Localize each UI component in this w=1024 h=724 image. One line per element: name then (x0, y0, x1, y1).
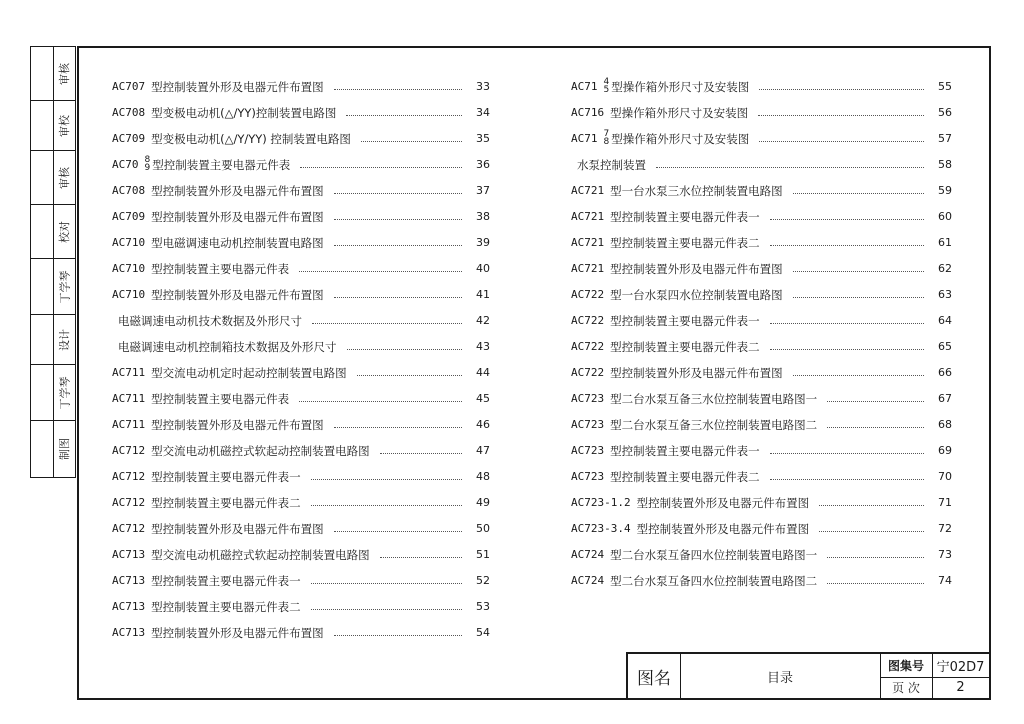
toc-entry-page: 61 (938, 236, 952, 249)
signoff-cell (31, 205, 75, 259)
toc-entry-code: AC711 (112, 418, 146, 431)
toc-entry (571, 102, 952, 120)
fraction-bottom: 8 (603, 137, 610, 147)
toc-entry (112, 362, 490, 380)
signoff-label: 丁学琴 (58, 376, 71, 409)
signoff-cell (31, 101, 75, 151)
toc-entry-code-fraction (145, 156, 151, 172)
toc-entry (112, 102, 490, 120)
toc-leader-dots (300, 167, 462, 168)
toc-entry-title: 型控制装置主要电器元件表二 (610, 236, 760, 250)
toc-entry-title: 型控制装置主要电器元件表一 (610, 314, 760, 328)
toc-entry-title: 型控制装置主要电器元件表 (151, 262, 290, 276)
toc-entry-title: 电磁调速电动机控制箱技术数据及外形尺寸 (118, 340, 337, 354)
toc-entry (571, 570, 952, 588)
toc-entry-code: AC707 (112, 80, 146, 93)
toc-leader-dots (334, 219, 462, 220)
toc-entry-page: 52 (476, 574, 490, 587)
toc-entry-title: 型控制装置外形及电器元件布置图 (151, 626, 324, 640)
toc-entry-page: 65 (938, 340, 952, 353)
toc-entry (112, 180, 490, 198)
toc-entry-page: 43 (476, 340, 490, 353)
toc-entry-title: 型控制装置外形及电器元件布置图 (151, 522, 324, 536)
toc-entry-page: 71 (938, 496, 952, 509)
toc-entry (112, 622, 490, 640)
toc-entry-title: 型控制装置外形及电器元件布置图 (151, 80, 324, 94)
toc-entry-code: AC709 (112, 210, 146, 223)
toc-leader-dots (656, 167, 924, 168)
signoff-label: 校对 (58, 220, 71, 243)
toc-entry-title: 型控制装置外形及电器元件布置图 (151, 288, 324, 302)
toc-entry (571, 310, 952, 328)
toc-entry-page: 50 (476, 522, 490, 535)
toc-entry (571, 518, 952, 536)
toc-left-column (112, 76, 490, 662)
page-number-value: 2 (956, 680, 965, 695)
toc-leader-dots (770, 349, 924, 350)
toc-entry-code: AC70 (112, 158, 139, 171)
toc-entry-page: 38 (476, 210, 490, 223)
toc-entry-title: 型电磁调速电动机控制装置电路图 (151, 236, 324, 250)
signoff-strip (30, 46, 76, 478)
toc-leader-dots (334, 635, 462, 636)
toc-entry-page: 35 (476, 132, 490, 145)
toc-entry-title: 型二台水泵互备四水位控制装置电路图二 (610, 574, 818, 588)
toc-entry-title: 型操作箱外形尺寸及安装图 (611, 132, 750, 146)
toc-entry (112, 258, 490, 276)
toc-leader-dots (819, 531, 924, 532)
toc-entry-page: 66 (938, 366, 952, 379)
toc-entry-code: AC710 (112, 288, 146, 301)
toc-entry (112, 232, 490, 250)
toc-entry (112, 518, 490, 536)
toc-entry-title: 型控制装置主要电器元件表一 (610, 210, 760, 224)
toc-entry-title: 型二台水泵互备三水位控制装置电路图二 (610, 418, 818, 432)
toc-leader-dots (361, 141, 462, 142)
toc-entry-page: 60 (938, 210, 952, 223)
toc-entry (571, 180, 952, 198)
toc-leader-dots (334, 427, 462, 428)
toc-entry-page: 45 (476, 392, 490, 405)
toc-entry (112, 466, 490, 484)
drawing-name-value: 目录 (766, 670, 793, 686)
signoff-label: 丁学琴 (58, 270, 71, 303)
toc-entry (571, 206, 952, 224)
toc-entry-page: 48 (476, 470, 490, 483)
toc-leader-dots (334, 245, 462, 246)
toc-entry-code: AC723-1.2 (571, 496, 631, 509)
toc-leader-dots (819, 505, 924, 506)
toc-entry-title: 水泵控制装置 (577, 158, 646, 172)
toc-entry (112, 336, 490, 354)
toc-entry-code: AC721 (571, 210, 605, 223)
toc-entry-title: 型一台水泵三水位控制装置电路图 (610, 184, 783, 198)
fraction-bottom: 5 (603, 85, 610, 95)
toc-entry-code: AC722 (571, 340, 605, 353)
signoff-cell (31, 315, 75, 365)
toc-entry-page: 55 (938, 80, 952, 93)
toc-leader-dots (380, 557, 462, 558)
toc-entry-title: 型控制装置外形及电器元件布置图 (151, 418, 324, 432)
toc-entry-code: AC723-3.4 (571, 522, 631, 535)
toc-entry-title: 型控制装置外形及电器元件布置图 (636, 522, 810, 536)
toc-leader-dots (311, 583, 462, 584)
toc-leader-dots (827, 401, 924, 402)
toc-entry-title: 电磁调速电动机技术数据及外形尺寸 (118, 314, 302, 328)
toc-entry (571, 232, 952, 250)
toc-entry-code: AC71 (571, 80, 598, 93)
toc-entry-page: 56 (938, 106, 952, 119)
toc-entry-code: AC708 (112, 106, 146, 119)
toc-right-column (571, 76, 952, 610)
toc-entry (112, 206, 490, 224)
toc-entry (571, 492, 952, 510)
toc-entry-page: 53 (476, 600, 490, 613)
toc-entry-page: 70 (938, 470, 952, 483)
toc-entry-page: 47 (476, 444, 490, 457)
toc-entry-page: 51 (476, 548, 490, 561)
toc-entry-title: 型控制装置主要电器元件表 (152, 158, 291, 172)
toc-leader-dots (334, 531, 462, 532)
toc-entry-title: 型交流电动机定时起动控制装置电路图 (151, 366, 347, 380)
title-block (626, 652, 989, 698)
toc-entry-code: AC71 (571, 132, 598, 145)
toc-leader-dots (793, 297, 924, 298)
signoff-label: 审核 (58, 62, 71, 85)
toc-entry (571, 258, 952, 276)
toc-entry-page: 69 (938, 444, 952, 457)
toc-leader-dots (827, 427, 924, 428)
toc-entry-page: 58 (938, 158, 952, 171)
toc-entry (571, 466, 952, 484)
signoff-label: 设计 (58, 328, 71, 351)
toc-entry-code: AC721 (571, 184, 605, 197)
signoff-cell (31, 151, 75, 205)
toc-entry-code: AC723 (571, 418, 605, 431)
toc-entry-code: AC712 (112, 522, 146, 535)
toc-entry-title: 型控制装置主要电器元件表二 (151, 600, 301, 614)
atlas-number-label: 图集号 (887, 659, 924, 673)
toc-leader-dots (827, 583, 924, 584)
toc-entry-page: 44 (476, 366, 490, 379)
toc-entry-page: 64 (938, 314, 952, 327)
toc-leader-dots (334, 89, 462, 90)
toc-entry-page: 72 (938, 522, 952, 535)
toc-entry-title: 型二台水泵互备四水位控制装置电路图一 (610, 548, 818, 562)
toc-entry-page: 62 (938, 262, 952, 275)
toc-entry-code: AC721 (571, 236, 605, 249)
toc-leader-dots (770, 479, 924, 480)
toc-leader-dots (347, 349, 463, 350)
toc-leader-dots (793, 271, 924, 272)
toc-entry-title: 型控制装置外形及电器元件布置图 (151, 184, 324, 198)
toc-entry-page: 59 (938, 184, 952, 197)
toc-entry-page: 40 (476, 262, 490, 275)
toc-entry-page: 54 (476, 626, 490, 639)
signoff-label: 制图 (58, 438, 71, 460)
toc-entry-page: 67 (938, 392, 952, 405)
toc-entry-title: 型控制装置外形及电器元件布置图 (636, 496, 810, 510)
toc-leader-dots (311, 479, 462, 480)
toc-entry (112, 414, 490, 432)
toc-entry-page: 39 (476, 236, 490, 249)
toc-entry-code: AC724 (571, 574, 605, 587)
toc-leader-dots (770, 453, 924, 454)
toc-leader-dots (758, 115, 924, 116)
drawing-name-label: 图名 (637, 668, 671, 689)
toc-leader-dots (334, 297, 462, 298)
toc-entry-code: AC711 (112, 366, 146, 379)
toc-leader-dots (380, 453, 462, 454)
toc-entry-code: AC722 (571, 288, 605, 301)
toc-entry-title: 型控制装置主要电器元件表二 (151, 496, 301, 510)
toc-entry-code: AC722 (571, 366, 605, 379)
toc-entry-title: 型控制装置外形及电器元件布置图 (151, 210, 324, 224)
toc-leader-dots (759, 141, 924, 142)
toc-entry (571, 76, 952, 94)
toc-entry-code: AC712 (112, 444, 146, 457)
toc-entry-code: AC716 (571, 106, 605, 119)
toc-entry-title: 型控制装置外形及电器元件布置图 (610, 262, 783, 276)
toc-entry-code: AC724 (571, 548, 605, 561)
toc-entry-title: 型二台水泵互备三水位控制装置电路图一 (610, 392, 818, 406)
signoff-label: 审核 (58, 166, 71, 189)
toc-entry-code: AC710 (112, 262, 146, 275)
toc-entry-page: 63 (938, 288, 952, 301)
toc-entry-code: AC711 (112, 392, 146, 405)
toc-entry (571, 544, 952, 562)
toc-entry (112, 76, 490, 94)
toc-entry-page: 74 (938, 574, 952, 587)
toc-entry-title: 型交流电动机磁控式软起动控制装置电路图 (151, 548, 370, 562)
toc-entry-code: AC723 (571, 444, 605, 457)
toc-entry-code: AC709 (112, 132, 146, 145)
toc-entry-page: 42 (476, 314, 490, 327)
toc-entry (571, 440, 952, 458)
toc-entry-title: 型变极电动机(△/Y/YY) 控制装置电路图 (151, 132, 351, 146)
toc-leader-dots (770, 323, 924, 324)
fraction-top: 7 (603, 129, 610, 139)
toc-entry-page: 36 (476, 158, 490, 171)
toc-entry-title: 型变极电动机(△/YY)控制装置电路图 (151, 106, 337, 120)
toc-leader-dots (312, 323, 462, 324)
toc-leader-dots (793, 375, 924, 376)
toc-entry-title: 型操作箱外形尺寸及安装图 (610, 106, 749, 120)
toc-leader-dots (311, 609, 462, 610)
toc-entry-title: 型控制装置主要电器元件表一 (151, 470, 301, 484)
toc-entry-code-fraction (604, 78, 610, 94)
toc-entry-code: AC712 (112, 496, 146, 509)
toc-leader-dots (770, 219, 924, 220)
toc-entry-title: 型控制装置主要电器元件表 (151, 392, 290, 406)
toc-entry-title: 型控制装置主要电器元件表二 (610, 340, 760, 354)
toc-entry-page: 49 (476, 496, 490, 509)
toc-entry-page: 46 (476, 418, 490, 431)
toc-entry-code: AC713 (112, 548, 146, 561)
toc-entry-page: 73 (938, 548, 952, 561)
toc-leader-dots (334, 193, 462, 194)
toc-entry (571, 414, 952, 432)
toc-entry (112, 310, 490, 328)
toc-entry-code: AC713 (112, 600, 146, 613)
toc-entry-title: 型控制装置主要电器元件表一 (151, 574, 301, 588)
toc-entry (112, 570, 490, 588)
page-number-label: 页 次 (892, 681, 920, 695)
toc-entry (112, 154, 490, 172)
toc-entry-page: 41 (476, 288, 490, 301)
toc-entry-code: AC708 (112, 184, 146, 197)
toc-entry (571, 388, 952, 406)
toc-entry-code: AC710 (112, 236, 146, 249)
toc-entry-title: 型一台水泵四水位控制装置电路图 (610, 288, 783, 302)
toc-entry (112, 596, 490, 614)
atlas-number-value: 宁02D7 (936, 660, 985, 675)
toc-entry-code: AC713 (112, 574, 146, 587)
toc-entry-code: AC722 (571, 314, 605, 327)
toc-leader-dots (827, 557, 924, 558)
signoff-cell (31, 421, 75, 477)
toc-entry-code: AC723 (571, 470, 605, 483)
signoff-label: 审校 (58, 114, 71, 137)
toc-entry (112, 388, 490, 406)
toc-leader-dots (299, 271, 462, 272)
signoff-cell (31, 259, 75, 315)
toc-leader-dots (311, 505, 462, 506)
toc-entry (571, 336, 952, 354)
toc-entry-page: 57 (938, 132, 952, 145)
toc-entry-page: 68 (938, 418, 952, 431)
toc-entry-code: AC723 (571, 392, 605, 405)
toc-entry-title: 型控制装置外形及电器元件布置图 (610, 366, 783, 380)
fraction-top: 8 (144, 155, 151, 165)
fraction-bottom: 9 (144, 163, 151, 173)
toc-leader-dots (793, 193, 924, 194)
toc-entry-title: 型控制装置主要电器元件表二 (610, 470, 760, 484)
toc-leader-dots (770, 245, 924, 246)
toc-entry (571, 128, 952, 146)
signoff-cell (31, 47, 75, 101)
toc-entry (112, 284, 490, 302)
toc-entry-code-fraction (604, 130, 610, 146)
fraction-top: 4 (603, 77, 610, 87)
toc-entry-page: 34 (476, 106, 490, 119)
toc-leader-dots (346, 115, 462, 116)
signoff-cell (31, 365, 75, 421)
toc-entry (571, 362, 952, 380)
toc-entry-code: AC713 (112, 626, 146, 639)
toc-entry-code: AC721 (571, 262, 605, 275)
toc-leader-dots (357, 375, 462, 376)
toc-entry (112, 492, 490, 510)
toc-entry (571, 154, 952, 172)
toc-leader-dots (299, 401, 462, 402)
toc-entry (112, 440, 490, 458)
toc-entry-title: 型交流电动机磁控式软起动控制装置电路图 (151, 444, 370, 458)
toc-entry-title: 型操作箱外形尺寸及安装图 (611, 80, 750, 94)
toc-entry-title: 型控制装置主要电器元件表一 (610, 444, 760, 458)
toc-entry (112, 544, 490, 562)
toc-entry-code: AC712 (112, 470, 146, 483)
toc-entry-page: 37 (476, 184, 490, 197)
toc-entry-page: 33 (476, 80, 490, 93)
toc-leader-dots (759, 89, 924, 90)
toc-entry (112, 128, 490, 146)
toc-entry (571, 284, 952, 302)
